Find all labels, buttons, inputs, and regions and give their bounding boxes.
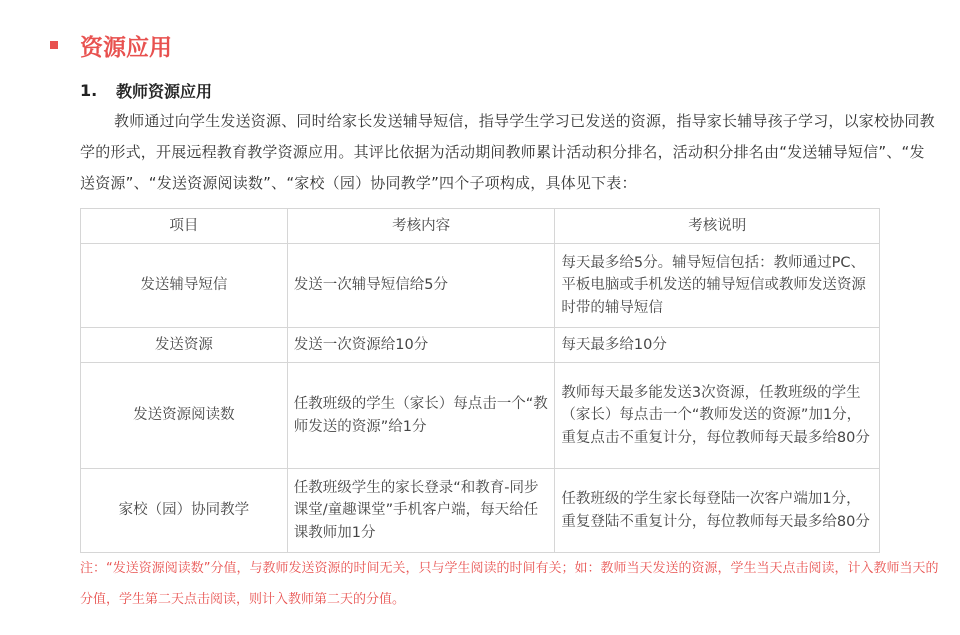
row-desc: 教师每天最多能发送3次资源，任教班级的学生（家长）每点击一个“教师发送的资源”加1分，重复点击不重复计分，每位教师每天最多给80分 [555, 363, 880, 469]
row-content: 发送一次辅导短信给5分 [287, 244, 555, 328]
intro-paragraph: 教师通过向学生发送资源、同时给家长发送辅导短信，指导学生学习已发送的资源，指导家长辅导孩子学习，以家校协同教学的形式，开展远程教育教学资源应用。其评比依据为活动期间教师累计活动积分排名，活动积分排名由“发送辅导短信”、“发送资源”、“发送资源阅读数”、“家校（园）协同教学”四个子项构成，具体见下表： [80, 112, 935, 192]
subsection-heading [80, 78, 212, 102]
subsection-number: 1. [80, 80, 98, 100]
header-desc: 考核说明 [555, 209, 880, 244]
row-content: 任教班级的学生（家长）每点击一个“教师发送的资源”给1分 [287, 363, 555, 469]
square-bullet-icon [50, 41, 58, 49]
row-item: 家校（园）协同教学 [81, 469, 288, 553]
row-content: 任教班级学生的家长登录“和教育-同步课堂/童趣课堂”手机客户端，每天给任课教师加1分 [287, 469, 555, 553]
row-item: 发送辅导短信 [81, 244, 288, 328]
row-item: 发送资源 [81, 328, 288, 363]
header-content: 考核内容 [287, 209, 555, 244]
section-title: 资源应用 [80, 34, 172, 61]
table-row [81, 244, 880, 328]
row-desc: 每天最多给5分。辅导短信包括：教师通过PC、平板电脑或手机发送的辅导短信或教师发送资源时带的辅导短信 [555, 244, 880, 328]
table-header-row [81, 209, 880, 244]
row-desc: 每天最多给10分 [555, 328, 880, 363]
footnote: 注：“发送资源阅读数”分值，与教师发送资源的时间无关，只与学生阅读的时间有关；如：教师当天发送的资源，学生当天点击阅读，计入教师当天的分值，学生第二天点击阅读，则计入教师第二天的分值。 [80, 561, 939, 607]
table-row [81, 328, 880, 363]
section-heading [50, 30, 172, 60]
row-content: 发送一次资源给10分 [287, 328, 555, 363]
assessment-table [80, 208, 880, 553]
row-desc: 任教班级的学生家长每登陆一次客户端加1分，重复登陆不重复计分，每位教师每天最多给80分 [555, 469, 880, 553]
header-item: 项目 [81, 209, 288, 244]
subsection-title: 教师资源应用 [116, 81, 213, 101]
table-row [81, 363, 880, 469]
table-row [81, 469, 880, 553]
row-item: 发送资源阅读数 [81, 363, 288, 469]
